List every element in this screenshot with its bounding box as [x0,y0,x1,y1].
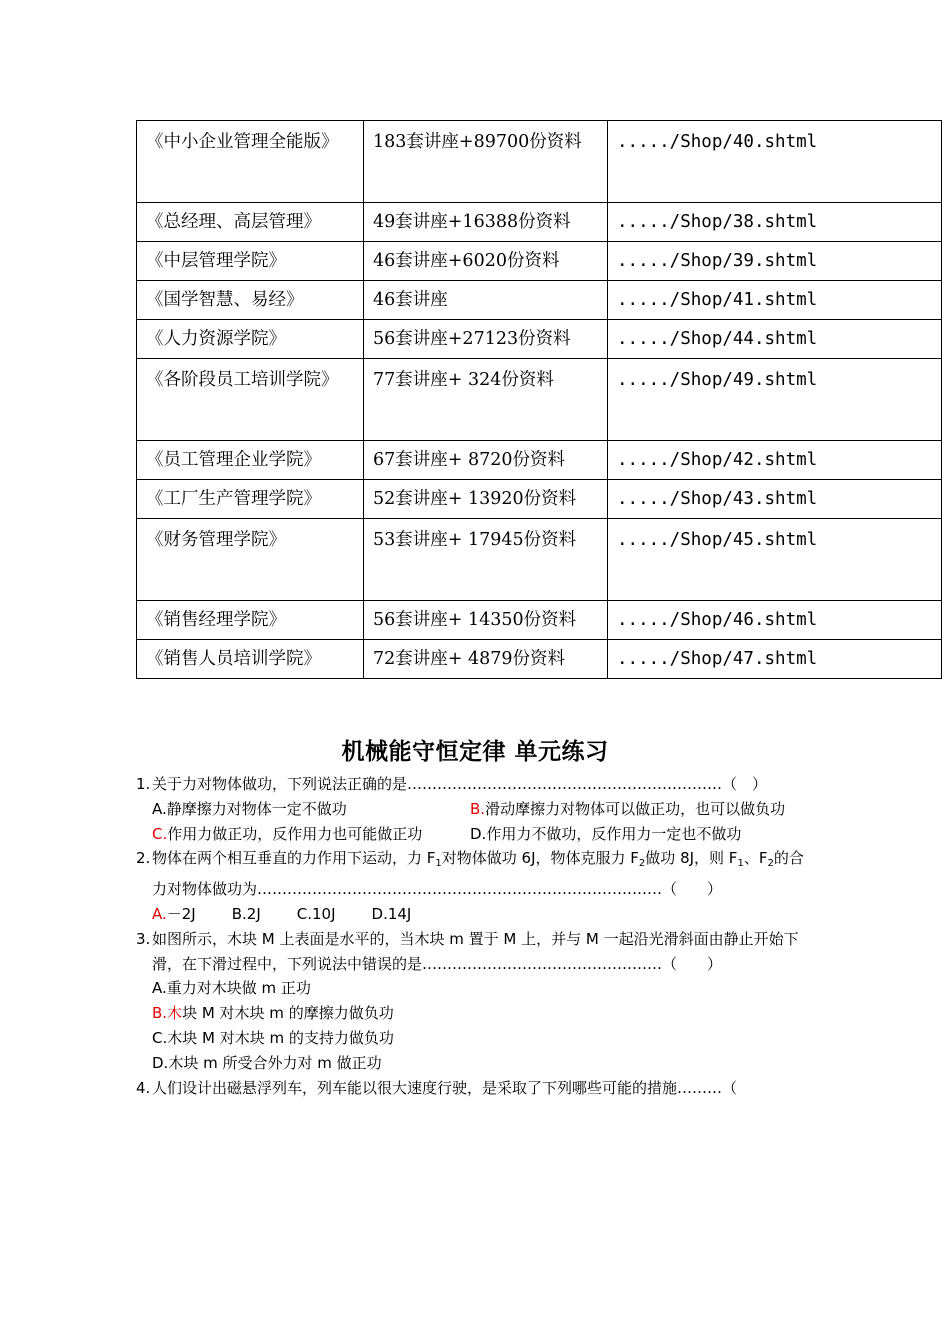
course-name: 《总经理、高层管理》 [137,203,364,242]
course-name: 《各阶段员工培训学院》 [137,359,364,441]
table-row [137,242,942,281]
option-c: C.木块 M 对木块 m 的支持力做负功 [152,1028,394,1047]
option-a: A.重力对木块做 m 正功 [152,979,311,998]
subscript: 1 [435,858,442,870]
options-row [136,797,816,822]
course-link[interactable]: ...../Shop/40.shtml [608,121,942,203]
stem-text: 对物体做功 6J，物体克服力 F [441,849,639,868]
question-1 [136,772,816,797]
stem-text: 的合力对物体做功为………………………………………………………………………（ ） [152,849,804,899]
course-name: 《中小企业管理全能版》 [137,121,364,203]
option-a [152,905,196,923]
option-d: D.木块 m 所受合外力对 m 做正功 [152,1053,382,1072]
course-link[interactable]: ...../Shop/39.shtml [608,242,942,281]
subscript: 1 [737,858,744,870]
course-link[interactable]: ...../Shop/41.shtml [608,281,942,320]
course-name: 《国学智慧、易经》 [137,281,364,320]
course-name: 《财务管理学院》 [137,519,364,601]
question-number: 1. [136,775,151,793]
course-content: 56套讲座+27123份资料 [364,320,608,359]
option-a-letter: A. [152,904,167,923]
option-c: C.10J [296,904,336,923]
course-name: 《中层管理学院》 [137,242,364,281]
table-row [137,359,942,441]
course-link[interactable]: ...../Shop/44.shtml [608,320,942,359]
course-content: 49套讲座+16388份资料 [364,203,608,242]
option-b [470,797,785,822]
option-a: A.静摩擦力对物体一定不做功 [152,799,347,818]
stem-text: 物体在两个相互垂直的力作用下运动，力 F [152,849,436,868]
course-content: 183套讲座+89700份资料 [364,121,608,203]
table-row [137,203,942,242]
question-number: 2. [136,849,151,868]
option-c [152,822,470,847]
option-d: D.作用力不做功，反作用力一定也不做功 [470,824,742,843]
table-row [137,281,942,320]
question-stem: 如图所示，木块 M 上表面是水平的，当木块 m 置于 M 上，并与 M 一起沿光滑斜面由静止开始下滑，在下滑过程中，下列说法中错误的是…………………………………………（ ） [152,929,799,973]
stem-text: 、F [743,849,768,868]
option-b-text: 块 M 对木块 m 的摩擦力做负功 [182,1004,394,1023]
course-content: 46套讲座 [364,281,608,320]
option-c-text: 作用力做正功，反作用力也可能做正功 [167,824,423,843]
quiz-body [136,772,816,1100]
option-b: B.2J [231,904,261,923]
option-c-letter: C. [152,824,168,843]
question-number: 4. [136,1078,151,1097]
course-link[interactable]: ...../Shop/49.shtml [608,359,942,441]
course-name: 《员工管理企业学院》 [137,441,364,480]
table-row [137,519,942,601]
course-content: 46套讲座+6020份资料 [364,242,608,281]
stem-text: 做功 8J，则 F [645,849,738,868]
course-content: 56套讲座+ 14350份资料 [364,601,608,640]
table-row [137,320,942,359]
option-b-letter: B. [470,799,486,818]
table-row [137,121,942,203]
course-name: 《销售人员培训学院》 [137,640,364,679]
catalog-body [137,121,942,679]
option-b [136,1001,816,1026]
table-row [137,601,942,640]
question-4 [136,1076,816,1101]
course-content: 77套讲座+ 324份资料 [364,359,608,441]
course-content: 52套讲座+ 13920份资料 [364,480,608,519]
table-row [137,441,942,480]
course-name: 《工厂生产管理学院》 [137,480,364,519]
table-row [137,640,942,679]
course-link[interactable]: ...../Shop/42.shtml [608,441,942,480]
option-a-text: －2J [166,904,196,923]
option-d: D.14J [371,904,412,923]
table-row [137,480,942,519]
quiz-title: 机械能守恒定律 单元练习 [341,739,609,765]
course-link[interactable]: ...../Shop/47.shtml [608,640,942,679]
course-link[interactable]: ...../Shop/45.shtml [608,519,942,601]
course-name: 《销售经理学院》 [137,601,364,640]
course-content: 53套讲座+ 17945份资料 [364,519,608,601]
question-stem: 关于力对物体做功，下列说法正确的是………………………………………………………（ ） [152,775,768,793]
question-3 [136,927,816,977]
course-content: 72套讲座+ 4879份资料 [364,640,608,679]
subscript: 2 [767,858,774,870]
catalog-table [136,120,942,679]
course-link[interactable]: ...../Shop/38.shtml [608,203,942,242]
options-row [136,822,816,847]
options-row [136,902,816,927]
course-content: 67套讲座+ 8720份资料 [364,441,608,480]
question-2 [136,846,816,902]
option-b-text: 滑动摩擦力对物体可以做正功，也可以做负功 [485,799,786,818]
course-link[interactable]: ...../Shop/46.shtml [608,601,942,640]
option-b-highlight: B.木 [152,1004,183,1023]
subscript: 2 [638,858,646,870]
course-link[interactable]: ...../Shop/43.shtml [608,480,942,519]
question-number: 3. [136,929,151,948]
question-stem [152,846,816,902]
course-name: 《人力资源学院》 [137,320,364,359]
question-stem: 人们设计出磁悬浮列车，列车能以很大速度行驶，是采取了下列哪些可能的措施………（ [152,1078,738,1097]
